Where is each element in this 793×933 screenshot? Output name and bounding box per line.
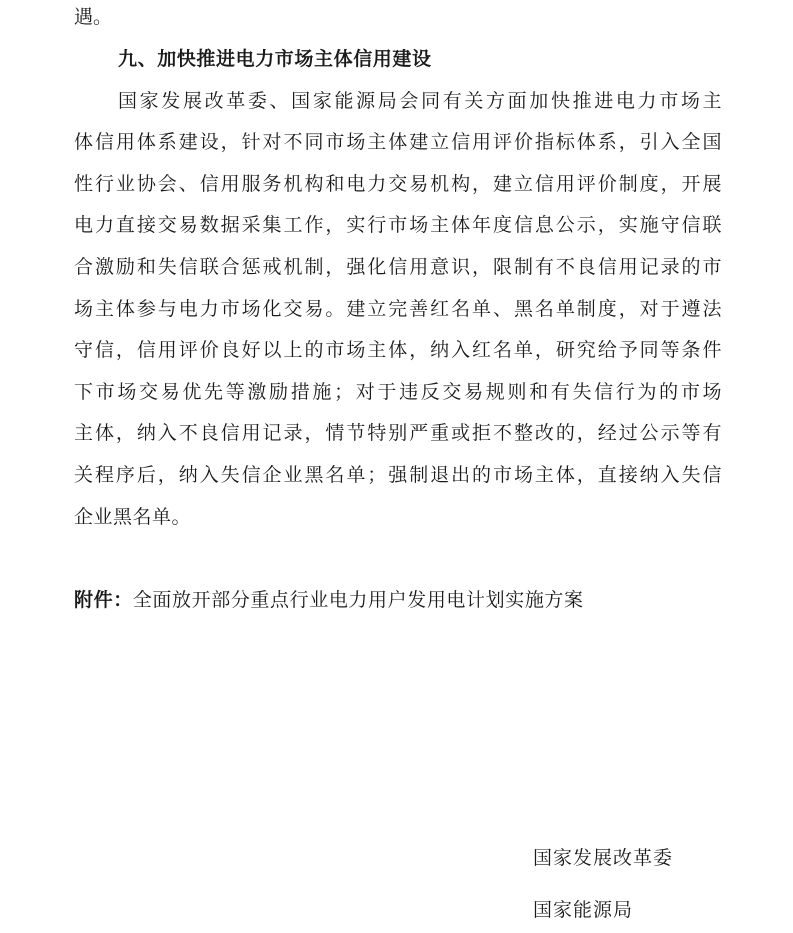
attachment-title: 全面放开部分重点行业电力用户发用电计划实施方案 bbox=[132, 589, 584, 611]
paragraph-line: 企业黑名单。 bbox=[74, 506, 192, 528]
paragraph-line: 下市场交易优先等激励措施；对于违反交易规则和有失信行为的市场 bbox=[74, 381, 722, 403]
paragraph-line: 体信用体系建设，针对不同市场主体建立信用评价指标体系，引入全国 bbox=[74, 131, 722, 153]
paragraph-line: 守信，信用评价良好以上的市场主体，纳入红名单，研究给予同等条件 bbox=[74, 339, 722, 361]
attachment-label: 附件： bbox=[74, 589, 133, 611]
previous-paragraph-end: 遇。 bbox=[74, 6, 113, 28]
paragraph-line: 场主体参与电力市场化交易。建立完善红名单、黑名单制度，对于遵法 bbox=[74, 298, 722, 320]
attachment-line bbox=[74, 588, 584, 612]
paragraph-line: 国家发展改革委、国家能源局会同有关方面加快推进电力市场主 bbox=[118, 90, 722, 112]
section-heading: 九、加快推进电力市场主体信用建设 bbox=[118, 48, 432, 70]
paragraph-line: 合激励和失信联合惩戒机制，强化信用意识，限制有不良信用记录的市 bbox=[74, 256, 722, 278]
paragraph-line: 主体，纳入不良信用记录，情节特别严重或拒不整改的，经过公示等有 bbox=[74, 422, 722, 444]
paragraph-line: 关程序后，纳入失信企业黑名单；强制退出的市场主体，直接纳入失信 bbox=[74, 464, 722, 486]
paragraph-line: 性行业协会、信用服务机构和电力交易机构，建立信用评价制度，开展 bbox=[74, 173, 722, 195]
signatory-nea: 国家能源局 bbox=[533, 899, 634, 921]
signatory-ndrc: 国家发展改革委 bbox=[533, 847, 674, 869]
paragraph-line: 电力直接交易数据采集工作，实行市场主体年度信息公示，实施守信联 bbox=[74, 214, 722, 236]
